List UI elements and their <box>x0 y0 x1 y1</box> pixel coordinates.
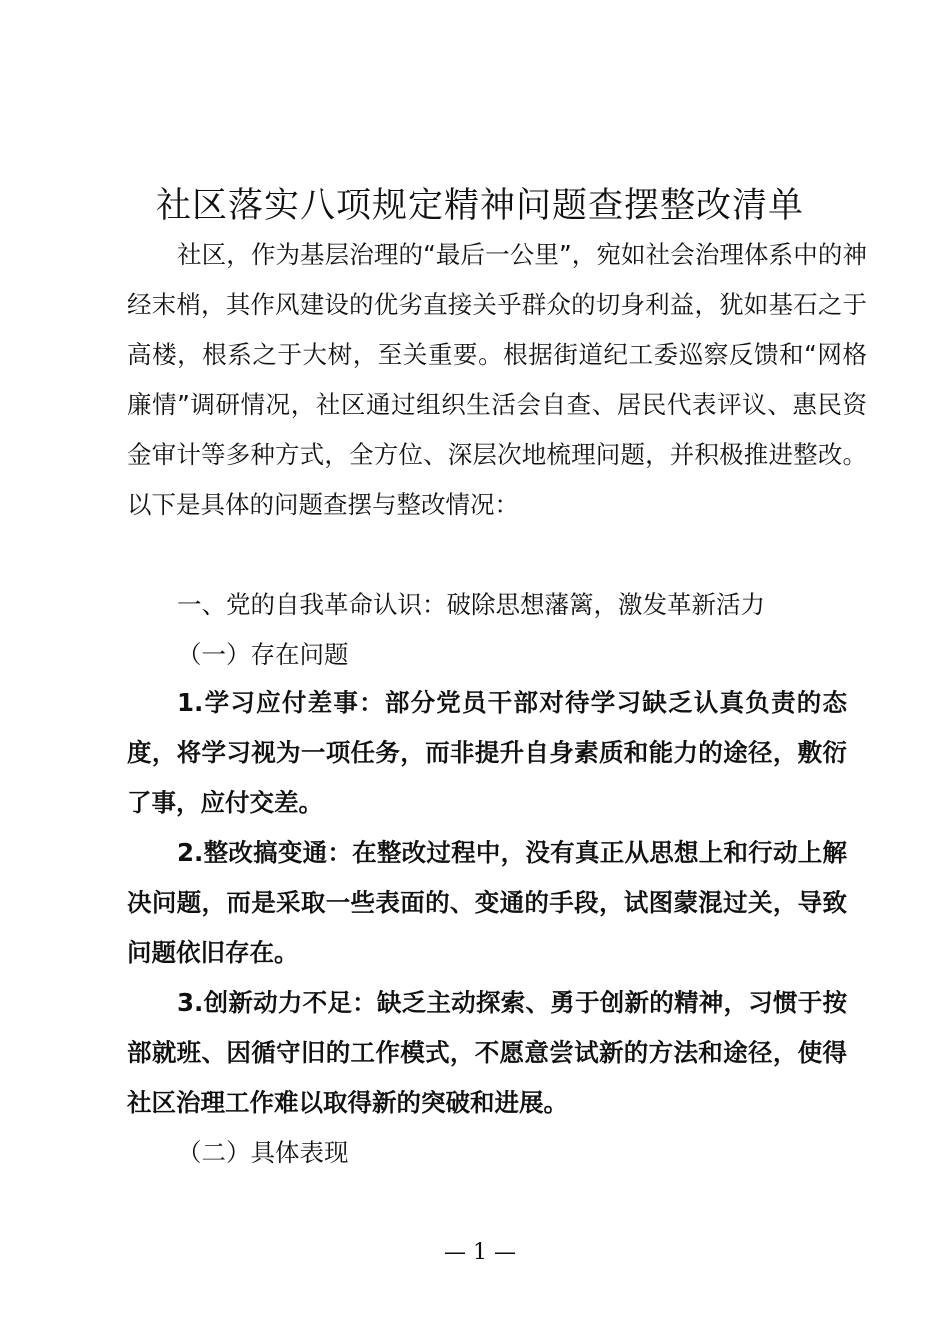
document-title: 社区落实八项规定精神问题查摆整改清单 <box>155 186 804 226</box>
problem-item: 1.学习应付差事：部分党员干部对待学习缺乏认真负责的态度，将学习视为一项任务，而非提升自身素质和能力的途径，敷衍了事，应付交差。 <box>127 688 847 817</box>
intro-paragraph: 社区，作为基层治理的“最后一公里”，宛如社会治理体系中的神经末梢，其作风建设的优劣直接关乎群众的切身利益，犹如基石之于高楼，根系之于大树，至关重要。根据街道纪工委巡察反馈和“网格廉情”调研情况，社区通过组织生活会自查、居民代表评议、惠民资金审计等多种方式，全方位、深层次地梳理问题，并积极推进整改。以下是具体的问题查摆与整改情况： <box>127 240 867 519</box>
page-number: — 1 — <box>444 1240 516 1265</box>
subsection-heading-problems: （一）存在问题 <box>177 640 349 669</box>
problem-item: 2.整改搞变通：在整改过程中，没有真正从思想上和行动上解决问题，而是采取一些表面的、变通的手段，试图蒙混过关，导致问题依旧存在。 <box>127 838 847 967</box>
section-heading: 一、党的自我革命认识：破除思想藩篱，激发革新活力 <box>177 590 765 619</box>
problem-item: 3.创新动力不足：缺乏主动探索、勇于创新的精神，习惯于按部就班、因循守旧的工作模式，不愿意尝试新的方法和途径，使得社区治理工作难以取得新的突破和进展。 <box>127 988 847 1117</box>
subsection-heading-manifestations: （二）具体表现 <box>177 1138 349 1167</box>
